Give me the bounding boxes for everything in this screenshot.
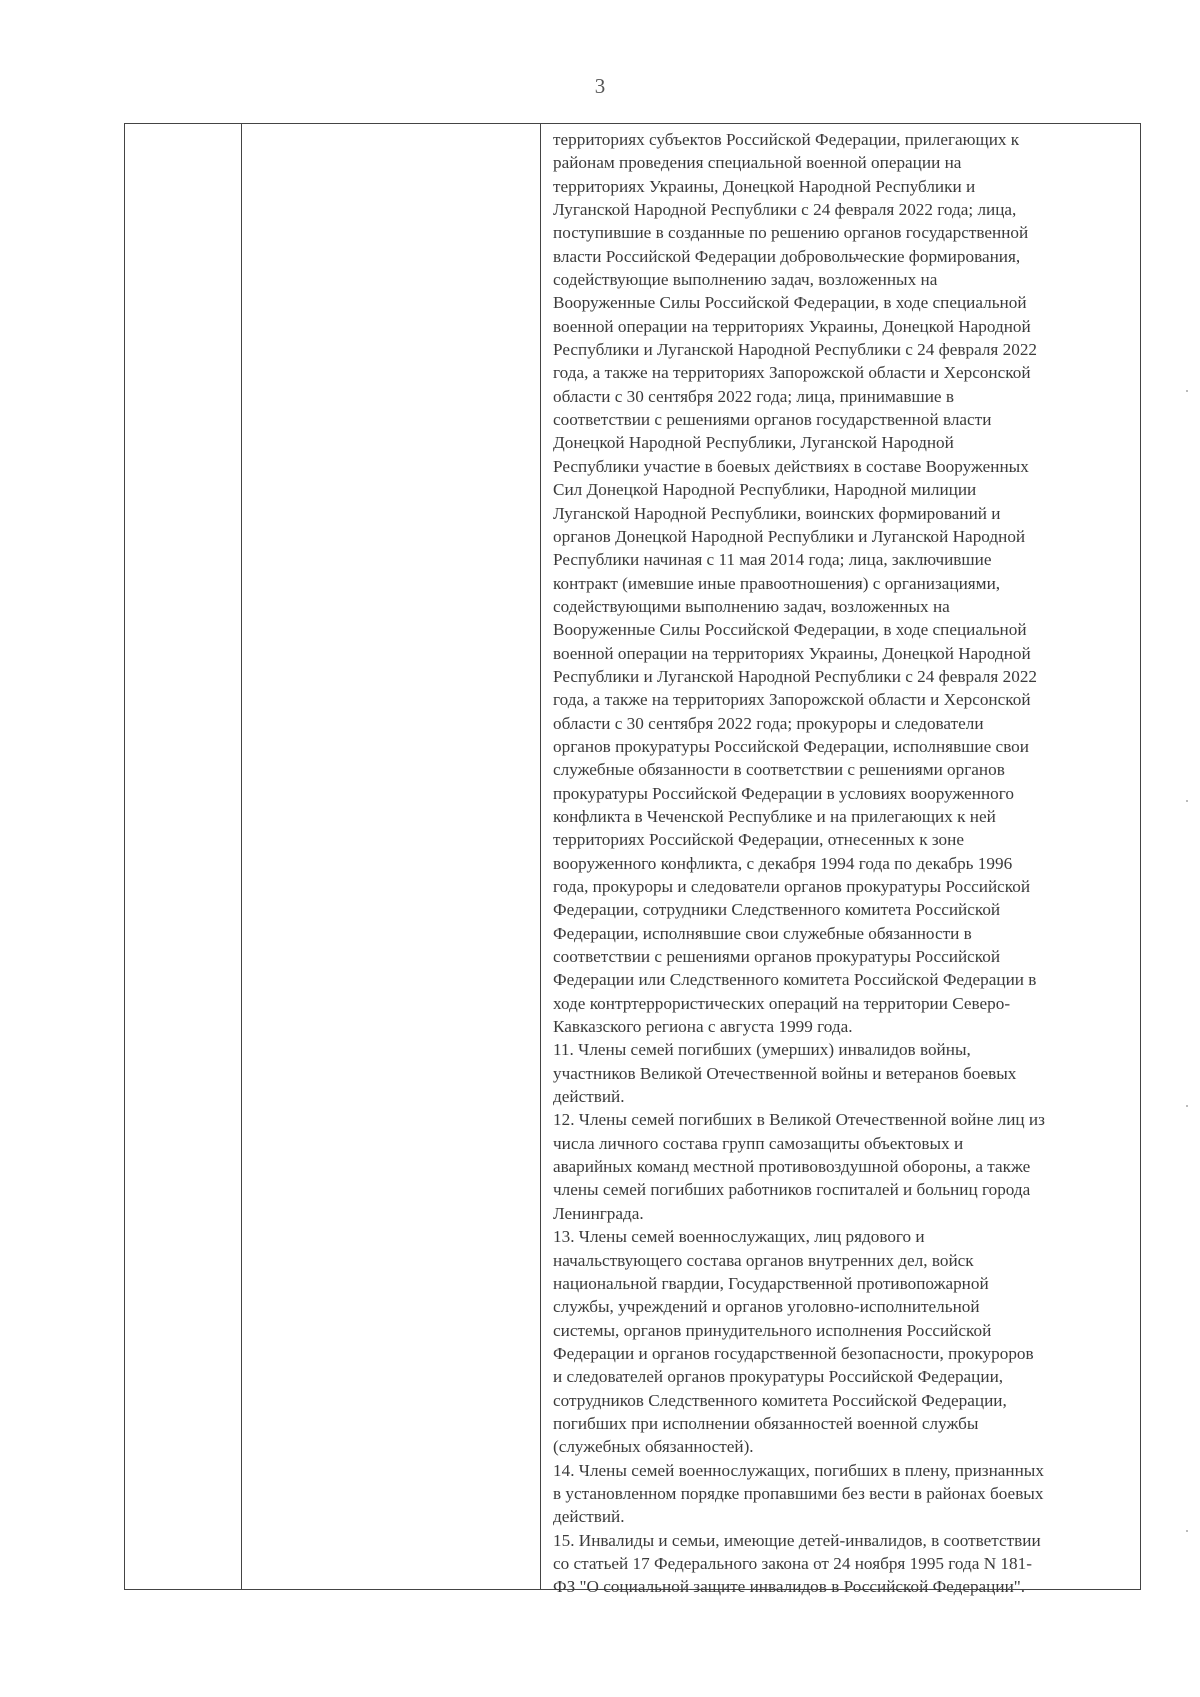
scan-dot <box>1186 1105 1188 1107</box>
text-line: содействующими выполнению задач, возложенных на <box>553 596 950 616</box>
text-line: действий. <box>553 1087 625 1107</box>
text-line: числа личного состава групп самозащиты объектовых и <box>553 1133 964 1153</box>
text-line: органов прокуратуры Российской Федерации, исполнявшие свои <box>553 736 1029 756</box>
scan-dot <box>1186 800 1188 802</box>
text-line: действий. <box>553 1507 625 1527</box>
text-line: области с 30 сентября 2022 года; лица, принимавшие в <box>553 386 954 406</box>
table-cell-text <box>553 128 1137 1599</box>
text-line: соответствии с решениями органов прокуратуры Российской <box>553 947 1001 967</box>
text-line: Вооруженные Силы Российской Федерации, в ходе специальной <box>553 620 1027 640</box>
text-line: погибших при исполнении обязанностей военной службы <box>553 1413 979 1433</box>
text-line: конфликта в Чеченской Республике и на прилегающих к ней <box>553 806 996 826</box>
document-table <box>124 123 1141 1597</box>
text-line: власти Российской Федерации добровольческие формирования, <box>553 246 1021 266</box>
text-line: Луганской Народной Республики с 24 февраля 2022 года; лица, <box>553 200 1017 220</box>
text-line: области с 30 сентября 2022 года; прокуроры и следователи <box>553 713 984 733</box>
text-line: Федерации или Следственного комитета Российской Федерации в <box>553 970 1037 990</box>
text-line: Кавказского региона с августа 1999 года. <box>553 1017 853 1037</box>
text-line: военной операции на территориях Украины, Донецкой Народной <box>553 643 1031 663</box>
text-line: 15. Инвалиды и семьи, имеющие детей-инвалидов, в соответствии <box>553 1530 1041 1550</box>
text-line: в установленном порядке пропавшими без вести в районах боевых <box>553 1483 1044 1503</box>
text-line: Ленинграда. <box>553 1203 644 1223</box>
text-line: года, прокуроры и следователи органов прокуратуры Российской <box>553 877 1031 896</box>
text-line: и следователей органов прокуратуры Российской Федерации, <box>553 1367 1004 1387</box>
text-line: Республики начиная с 11 мая 2014 года; лица, заключившие <box>553 550 992 570</box>
text-line: 13. Члены семей военнослужащих, лиц рядового и <box>553 1227 925 1247</box>
text-line: службы, учреждений и органов уголовно-исполнительной <box>553 1297 980 1317</box>
text-line: Федерации и органов государственной безопасности, прокуроров <box>553 1343 1034 1363</box>
text-line: Федерации, сотрудники Следственного комитета Российской <box>553 900 1001 920</box>
text-line: года, а также на территориях Запорожской области и Херсонской <box>553 363 1031 383</box>
text-line: территориях субъектов Российской Федерации, прилегающих к <box>553 130 1020 149</box>
text-line: начальствующего состава органов внутренних дел, войск <box>553 1250 974 1270</box>
text-line: Вооруженные Силы Российской Федерации, в ходе специальной <box>553 293 1027 313</box>
text-line: прокуратуры Российской Федерации в условиях вооруженного <box>553 783 1014 803</box>
text-line: 11. Члены семей погибших (умерших) инвалидов войны, <box>553 1040 971 1060</box>
text-line: ФЗ "О социальной защите инвалидов в Российской Федерации". <box>553 1577 1026 1597</box>
text-line: районам проведения специальной военной операции на <box>553 153 962 173</box>
scan-dot <box>1186 1530 1188 1532</box>
text-line: содействующие выполнению задач, возложенных на <box>553 270 938 290</box>
text-line: системы, органов принудительного исполнения Российской <box>553 1320 992 1340</box>
text-line: участников Великой Отечественной войны и ветеранов боевых <box>553 1063 1017 1083</box>
text-line: 14. Члены семей военнослужащих, погибших в плену, признанных <box>553 1460 1044 1480</box>
text-line: Республики и Луганской Народной Республики с 24 февраля 2022 <box>553 666 1038 686</box>
column-divider-2 <box>540 123 541 1590</box>
text-line: члены семей погибших работников госпиталей и больниц города <box>553 1180 1031 1200</box>
text-line: Федерации, исполнявшие свои служебные обязанности в <box>553 923 972 943</box>
text-line: территориях Российской Федерации, отнесенных к зоне <box>553 830 964 850</box>
text-line: Республики участие в боевых действиях в составе Вооруженных <box>553 456 1029 476</box>
text-line: года, а также на территориях Запорожской области и Херсонской <box>553 690 1031 710</box>
column-divider-1 <box>241 123 242 1590</box>
text-line: Сил Донецкой Народной Республики, Народной милиции <box>553 480 977 500</box>
text-line: Республики и Луганской Народной Республики с 24 февраля 2022 <box>553 340 1038 360</box>
scan-dot <box>1186 390 1188 392</box>
text-line: аварийных команд местной противовоздушной обороны, а также <box>553 1157 1031 1177</box>
text-line: вооруженного конфликта, с декабря 1994 года по декабрь 1996 <box>553 853 1013 873</box>
text-line: (служебных обязанностей). <box>553 1437 754 1457</box>
text-line: контракт (имевшие иные правоотношения) с организациями, <box>553 573 1001 593</box>
text-line: национальной гвардии, Государственной противопожарной <box>553 1273 989 1293</box>
text-line: ходе контртеррористических операций на территории Северо- <box>553 993 1011 1013</box>
text-line: служебные обязанности в соответствии с решениями органов <box>553 760 1005 780</box>
text-line: соответствии с решениями органов государственной власти <box>553 410 992 430</box>
text-line: сотрудников Следственного комитета Российской Федерации, <box>553 1390 1007 1410</box>
text-line: военной операции на территориях Украины, Донецкой Народной <box>553 316 1031 336</box>
text-line: 12. Члены семей погибших в Великой Отечественной войне лиц из <box>553 1110 1045 1130</box>
text-line: поступившие в созданные по решению органов государственной <box>553 223 1029 243</box>
text-line: со статьей 17 Федерального закона от 24 ноября 1995 года N 181- <box>553 1553 1032 1573</box>
text-line: Донецкой Народной Республики, Луганской Народной <box>553 433 954 453</box>
text-line: территориях Украины, Донецкой Народной Республики и <box>553 176 976 196</box>
page-number: 3 <box>594 74 606 98</box>
text-line: органов Донецкой Народной Республики и Луганской Народной <box>553 526 1026 546</box>
text-line: Луганской Народной Республики, воинских формирований и <box>553 503 1001 523</box>
